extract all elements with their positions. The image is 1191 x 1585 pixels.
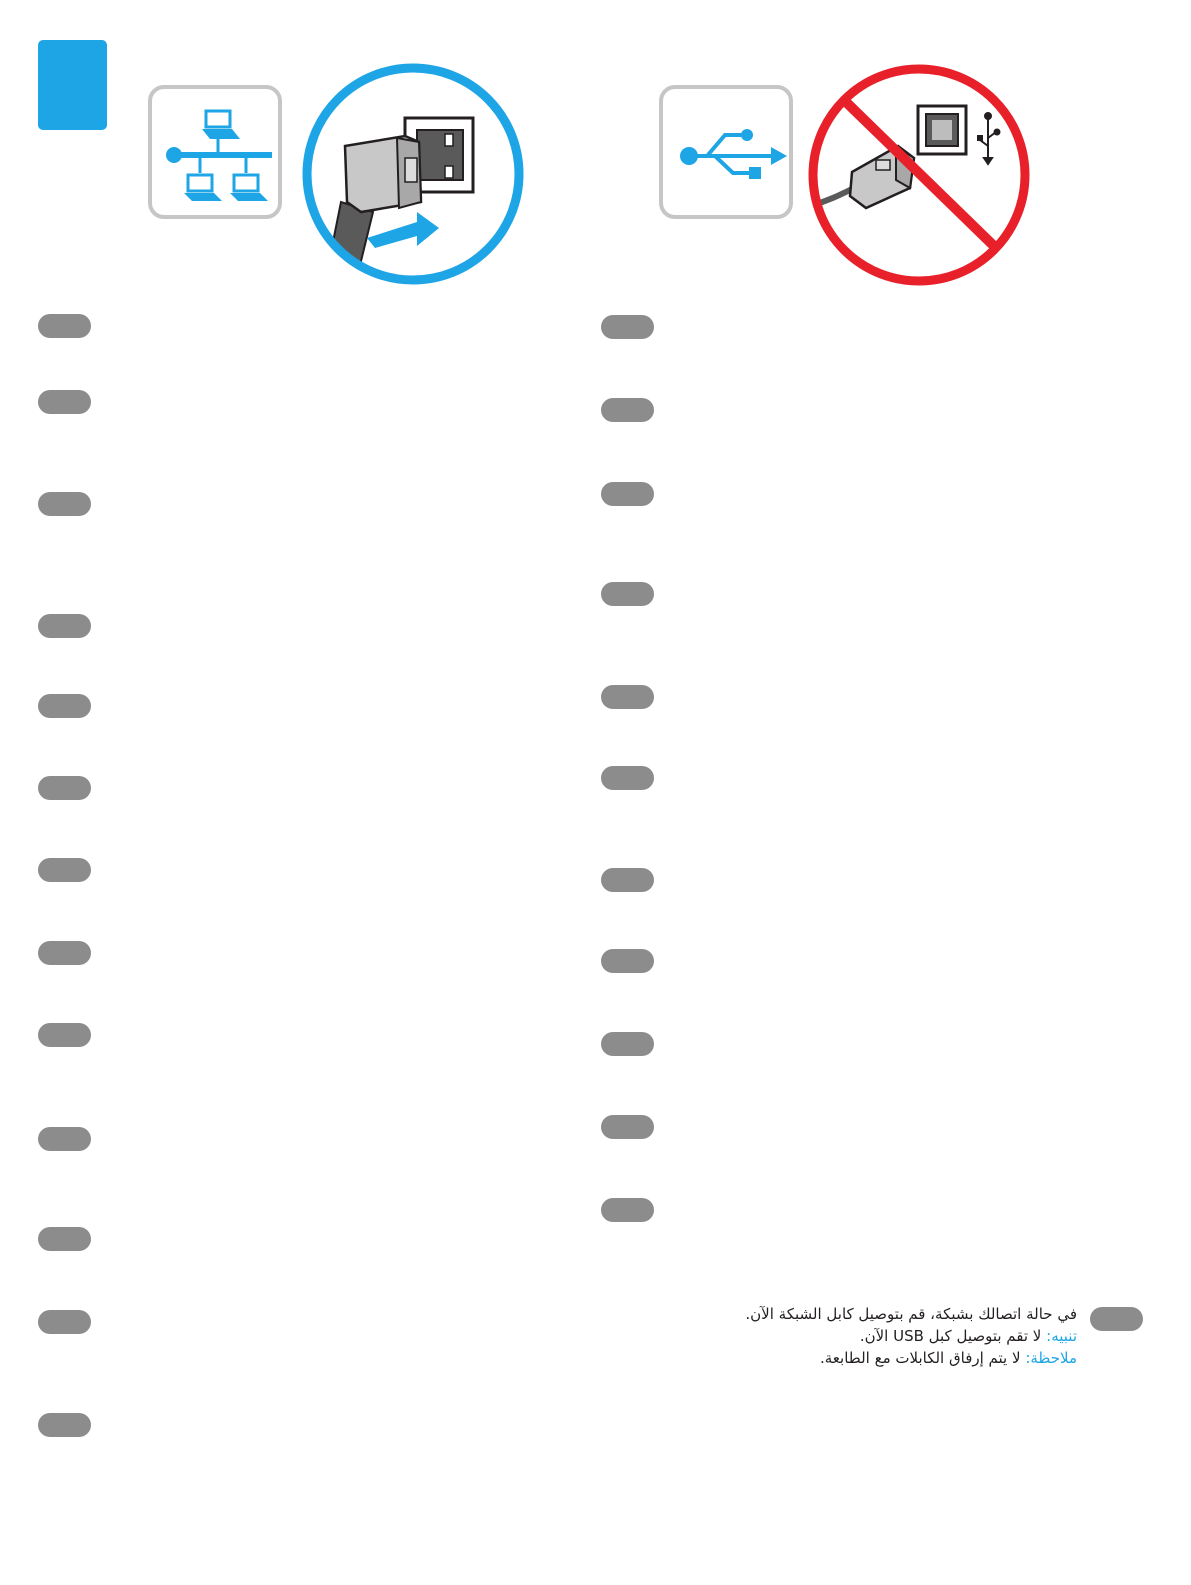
- language-badge: [38, 694, 91, 718]
- language-badge: [38, 492, 91, 516]
- network-icon-box: [148, 85, 282, 219]
- note-text: لا يتم إرفاق الكابلات مع الطابعة.: [820, 1349, 1026, 1367]
- language-badge: [38, 1310, 91, 1334]
- language-badge: [601, 1198, 654, 1222]
- language-badge: [38, 1227, 91, 1251]
- ethernet-cable-icon: [301, 62, 525, 286]
- language-badge: [38, 858, 91, 882]
- language-badge: [601, 685, 654, 709]
- language-badge: [38, 776, 91, 800]
- language-badge-arabic: [1090, 1307, 1143, 1331]
- language-badge: [38, 614, 91, 638]
- language-badge: [601, 582, 654, 606]
- usb-icon: [663, 89, 797, 223]
- step-tab: [38, 40, 107, 130]
- network-instruction: في حالة اتصالك بشبكة، قم بتوصيل كابل الشبكة الآن.: [745, 1305, 1077, 1323]
- language-badge: [601, 398, 654, 422]
- usb-icon-box: [659, 85, 793, 219]
- language-badge: [601, 1032, 654, 1056]
- no-usb-icon: [806, 62, 1032, 288]
- note-label: ملاحظة:: [1025, 1349, 1077, 1367]
- language-badge: [38, 1413, 91, 1437]
- language-badge: [38, 314, 91, 338]
- caution-line: [617, 1325, 1077, 1347]
- caution-text: لا تقم بتوصيل كبل USB الآن.: [859, 1327, 1047, 1345]
- language-badge: [38, 1023, 91, 1047]
- language-badge: [38, 390, 91, 414]
- language-badge: [601, 1115, 654, 1139]
- language-badge: [601, 868, 654, 892]
- language-badge: [38, 1127, 91, 1151]
- language-badge: [601, 482, 654, 506]
- language-badge: [601, 766, 654, 790]
- network-icon: [152, 89, 286, 223]
- arabic-instructions: [617, 1303, 1077, 1369]
- note-line: [617, 1347, 1077, 1369]
- language-badge: [601, 315, 654, 339]
- caution-label: تنبيه:: [1046, 1327, 1077, 1345]
- language-badge: [601, 949, 654, 973]
- language-badge: [38, 941, 91, 965]
